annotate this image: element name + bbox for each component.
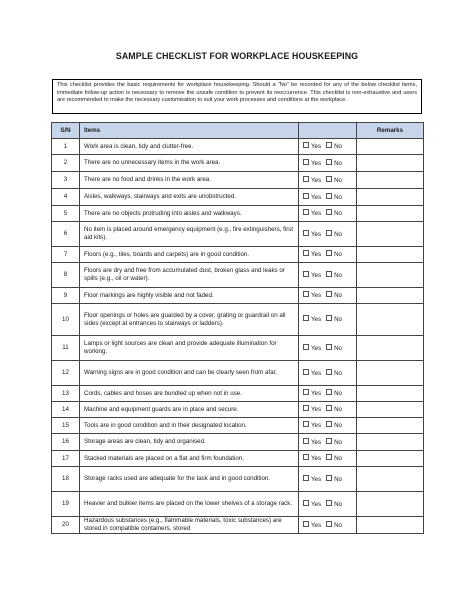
row-remarks-cell[interactable] [357, 386, 424, 402]
yes-label: Yes [311, 210, 322, 218]
row-item-text: Aisles, walkways, stairways and exits are unobstructed. [80, 189, 299, 206]
yes-checkbox[interactable] [303, 454, 309, 460]
yes-checkbox[interactable] [303, 521, 309, 527]
yes-checkbox[interactable] [303, 142, 309, 148]
table-row [52, 222, 424, 247]
row-item-text: Cords, cables and hoses are bundled up when not in use. [80, 386, 299, 402]
yes-option[interactable] [303, 406, 321, 413]
no-label: No [334, 230, 343, 238]
yes-label: Yes [311, 143, 322, 151]
row-yes-no-options [299, 172, 357, 189]
yes-label: Yes [311, 455, 322, 463]
no-option[interactable] [326, 390, 342, 397]
no-checkbox[interactable] [326, 405, 332, 411]
row-item-text: Floor markings are highly visible and not faded. [80, 288, 299, 304]
table-row [52, 434, 424, 451]
no-checkbox[interactable] [326, 438, 332, 444]
row-yes-no-options [299, 434, 357, 451]
row-yes-no-options [299, 418, 357, 434]
row-item-text: Storage areas are clean, tidy and organised. [80, 434, 299, 451]
table-row [52, 402, 424, 418]
no-option[interactable] [326, 455, 342, 462]
no-label: No [334, 422, 343, 430]
yes-option[interactable] [303, 194, 321, 201]
table-row [52, 288, 424, 304]
row-yes-no-options [299, 304, 357, 336]
yes-checkbox[interactable] [303, 405, 309, 411]
row-number: 13 [52, 386, 80, 402]
no-checkbox[interactable] [326, 291, 332, 297]
yes-option[interactable] [303, 272, 321, 279]
row-remarks-cell[interactable] [357, 172, 424, 189]
yes-option[interactable] [303, 143, 321, 150]
row-number: 16 [52, 434, 80, 451]
no-checkbox[interactable] [326, 176, 332, 182]
row-remarks-cell[interactable] [357, 434, 424, 451]
row-number: 1 [52, 139, 80, 155]
yes-label: Yes [311, 344, 322, 352]
no-option[interactable] [326, 210, 342, 217]
no-option[interactable] [326, 316, 342, 323]
yes-label: Yes [311, 159, 322, 167]
page-title: SAMPLE CHECKLIST FOR WORKPLACE HOUSKEEPING [115, 51, 359, 61]
yes-checkbox[interactable] [303, 369, 309, 375]
row-remarks-cell[interactable] [357, 155, 424, 172]
table-row [52, 304, 424, 336]
table-row [52, 189, 424, 206]
no-checkbox[interactable] [326, 271, 332, 277]
yes-option[interactable] [303, 345, 321, 352]
no-label: No [334, 344, 343, 352]
no-option[interactable] [326, 522, 342, 529]
row-yes-no-options [299, 206, 357, 222]
row-number: 18 [52, 467, 80, 492]
yes-label: Yes [311, 176, 322, 184]
no-checkbox[interactable] [326, 344, 332, 350]
row-number: 8 [52, 263, 80, 288]
no-option[interactable] [326, 439, 342, 446]
yes-label: Yes [311, 316, 322, 324]
table-row [52, 492, 424, 517]
header-remarks: Remarks [357, 123, 424, 139]
yes-checkbox[interactable] [303, 475, 309, 481]
no-label: No [334, 271, 343, 279]
row-item-text: Hazardous substances (e.g., flammable materials, toxic substances) are stored in compatible containers, stored [80, 517, 299, 534]
yes-option[interactable] [303, 231, 321, 238]
no-checkbox[interactable] [326, 159, 332, 165]
yes-label: Yes [311, 521, 322, 529]
row-remarks-cell[interactable] [357, 288, 424, 304]
row-yes-no-options [299, 492, 357, 517]
row-item-text: Tools are in good condition and in their designated location. [80, 418, 299, 434]
yes-option[interactable] [303, 476, 321, 483]
row-yes-no-options [299, 263, 357, 288]
no-checkbox[interactable] [326, 454, 332, 460]
row-number: 14 [52, 402, 80, 418]
yes-checkbox[interactable] [303, 159, 309, 165]
yes-option[interactable] [303, 370, 321, 377]
row-item-text: There are no food and drinks in the work area. [80, 172, 299, 189]
yes-label: Yes [311, 230, 322, 238]
row-yes-no-options [299, 155, 357, 172]
no-label: No [334, 521, 343, 529]
no-checkbox[interactable] [326, 521, 332, 527]
table-row [52, 139, 424, 155]
row-item-text: There are no objects protruding into aisles and walkways. [80, 206, 299, 222]
yes-checkbox[interactable] [303, 193, 309, 199]
no-option[interactable] [326, 160, 342, 167]
row-item-text: Floor openings or holes are guarded by a cover, grating or guardrail on all sides (except at entrances to stairways or ladders). [80, 304, 299, 336]
yes-checkbox[interactable] [303, 421, 309, 427]
row-item-text: Floors are dry and free from accumulated dust, broken glass and leaks or spills (e.g., oil or water). [80, 263, 299, 288]
table-row [52, 336, 424, 361]
row-remarks-cell[interactable] [357, 402, 424, 418]
yes-label: Yes [311, 390, 322, 398]
row-number: 4 [52, 189, 80, 206]
header-sn: S/N [52, 123, 80, 139]
checklist-rows [52, 139, 424, 534]
intro-paragraph: This checklist provides the basic requirements for workplace housekeeping. Should a “No” be recorded for any of the below checklist items, immediate follow-up action is necessary to remove the unsafe condition to prevent its reoccurrence. This checklist is non-exhaustive and users are recommended to make the necessary customisation to suit your work processes and conditions at the workplace. [52, 79, 422, 114]
table-row [52, 451, 424, 467]
row-number: 17 [52, 451, 80, 467]
yes-checkbox[interactable] [303, 250, 309, 256]
row-number: 9 [52, 288, 80, 304]
row-remarks-cell[interactable] [357, 263, 424, 288]
no-checkbox[interactable] [326, 315, 332, 321]
yes-option[interactable] [303, 439, 321, 446]
no-label: No [334, 406, 343, 414]
row-remarks-cell[interactable] [357, 304, 424, 336]
row-remarks-cell[interactable] [357, 247, 424, 263]
row-remarks-cell[interactable] [357, 206, 424, 222]
no-label: No [334, 369, 343, 377]
no-checkbox[interactable] [326, 421, 332, 427]
row-yes-no-options [299, 402, 357, 418]
row-yes-no-options [299, 139, 357, 155]
row-item-text: Storage racks used are adequate for the task and in good condition. [80, 467, 299, 492]
table-row [52, 263, 424, 288]
table-row [52, 418, 424, 434]
yes-checkbox[interactable] [303, 230, 309, 236]
no-label: No [334, 193, 343, 201]
table-row [52, 206, 424, 222]
no-option[interactable] [326, 501, 342, 508]
yes-option[interactable] [303, 501, 321, 508]
row-number: 5 [52, 206, 80, 222]
yes-option[interactable] [303, 210, 321, 217]
no-option[interactable] [326, 251, 342, 258]
no-option[interactable] [326, 143, 342, 150]
yes-option[interactable] [303, 422, 321, 429]
yes-label: Yes [311, 422, 322, 430]
table-row [52, 172, 424, 189]
row-remarks-cell[interactable] [357, 451, 424, 467]
row-number: 6 [52, 222, 80, 247]
yes-label: Yes [311, 251, 322, 259]
yes-checkbox[interactable] [303, 176, 309, 182]
checklist-table [51, 122, 424, 534]
row-yes-no-options [299, 247, 357, 263]
yes-label: Yes [311, 193, 322, 201]
no-checkbox[interactable] [326, 209, 332, 215]
row-yes-no-options [299, 451, 357, 467]
no-label: No [334, 316, 343, 324]
row-number: 10 [52, 304, 80, 336]
row-remarks-cell[interactable] [357, 222, 424, 247]
row-remarks-cell[interactable] [357, 467, 424, 492]
table-row [52, 517, 424, 534]
no-option[interactable] [326, 476, 342, 483]
row-number: 11 [52, 336, 80, 361]
row-remarks-cell[interactable] [357, 517, 424, 534]
yes-option[interactable] [303, 251, 321, 258]
row-number: 20 [52, 517, 80, 534]
header-items: Items [80, 123, 299, 139]
row-item-text: Lamps or light sources are clean and provide adequate illumination for working. [80, 336, 299, 361]
no-checkbox[interactable] [326, 250, 332, 256]
no-checkbox[interactable] [326, 193, 332, 199]
yes-option[interactable] [303, 177, 321, 184]
no-label: No [334, 176, 343, 184]
yes-checkbox[interactable] [303, 271, 309, 277]
yes-checkbox[interactable] [303, 389, 309, 395]
row-remarks-cell[interactable] [357, 189, 424, 206]
table-row [52, 361, 424, 386]
row-remarks-cell[interactable] [357, 418, 424, 434]
no-option[interactable] [326, 231, 342, 238]
no-label: No [334, 455, 343, 463]
row-item-text: Stacked materials are placed on a flat and firm foundation. [80, 451, 299, 467]
yes-option[interactable] [303, 455, 321, 462]
no-label: No [334, 251, 343, 259]
no-label: No [334, 475, 343, 483]
yes-label: Yes [311, 438, 322, 446]
no-option[interactable] [326, 370, 342, 377]
yes-checkbox[interactable] [303, 315, 309, 321]
yes-checkbox[interactable] [303, 209, 309, 215]
row-yes-no-options [299, 222, 357, 247]
row-yes-no-options [299, 361, 357, 386]
yes-label: Yes [311, 500, 322, 508]
yes-option[interactable] [303, 390, 321, 397]
no-label: No [334, 292, 343, 300]
no-label: No [334, 143, 343, 151]
no-option[interactable] [326, 345, 342, 352]
row-item-text: No item is placed around emergency equipment (e.g., fire extinguishers, first aid kits). [80, 222, 299, 247]
no-checkbox[interactable] [326, 369, 332, 375]
yes-checkbox[interactable] [303, 438, 309, 444]
no-option[interactable] [326, 406, 342, 413]
yes-label: Yes [311, 475, 322, 483]
no-checkbox[interactable] [326, 389, 332, 395]
row-number: 19 [52, 492, 80, 517]
no-label: No [334, 159, 343, 167]
row-item-text: Machine and equipment guards are in place and secure. [80, 402, 299, 418]
yes-label: Yes [311, 271, 322, 279]
row-yes-no-options [299, 336, 357, 361]
yes-label: Yes [311, 369, 322, 377]
row-number: 7 [52, 247, 80, 263]
header-options [299, 123, 357, 139]
row-yes-no-options [299, 467, 357, 492]
yes-option[interactable] [303, 522, 321, 529]
no-label: No [334, 438, 343, 446]
no-label: No [334, 210, 343, 218]
no-option[interactable] [326, 292, 342, 299]
row-item-text: Warning signs are in good condition and can be clearly seen from afar. [80, 361, 299, 386]
yes-option[interactable] [303, 316, 321, 323]
row-yes-no-options [299, 517, 357, 534]
no-option[interactable] [326, 194, 342, 201]
yes-checkbox[interactable] [303, 344, 309, 350]
no-option[interactable] [326, 422, 342, 429]
table-row [52, 155, 424, 172]
row-number: 2 [52, 155, 80, 172]
row-remarks-cell[interactable] [357, 336, 424, 361]
yes-label: Yes [311, 292, 322, 300]
yes-option[interactable] [303, 292, 321, 299]
no-option[interactable] [326, 272, 342, 279]
row-yes-no-options [299, 288, 357, 304]
no-checkbox[interactable] [326, 142, 332, 148]
row-number: 15 [52, 418, 80, 434]
yes-checkbox[interactable] [303, 291, 309, 297]
yes-label: Yes [311, 406, 322, 414]
no-label: No [334, 500, 343, 508]
table-row [52, 467, 424, 492]
row-remarks-cell[interactable] [357, 492, 424, 517]
table-row [52, 386, 424, 402]
row-yes-no-options [299, 189, 357, 206]
row-remarks-cell[interactable] [357, 361, 424, 386]
row-number: 3 [52, 172, 80, 189]
row-yes-no-options [299, 386, 357, 402]
row-number: 12 [52, 361, 80, 386]
table-row [52, 247, 424, 263]
table-header-row [52, 123, 424, 139]
no-label: No [334, 390, 343, 398]
yes-checkbox[interactable] [303, 500, 309, 506]
yes-option[interactable] [303, 160, 321, 167]
no-checkbox[interactable] [326, 475, 332, 481]
row-item-text: Heavier and bulkier items are placed on the lower shelves of a storage rack. [80, 492, 299, 517]
row-item-text: Work area is clean, tidy and clutter-free. [80, 139, 299, 155]
no-option[interactable] [326, 177, 342, 184]
no-checkbox[interactable] [326, 500, 332, 506]
row-item-text: There are no unnecessary items in the work area. [80, 155, 299, 172]
row-item-text: Floors (e.g., tiles, boards and carpets) are in good condition. [80, 247, 299, 263]
row-remarks-cell[interactable] [357, 139, 424, 155]
no-checkbox[interactable] [326, 230, 332, 236]
